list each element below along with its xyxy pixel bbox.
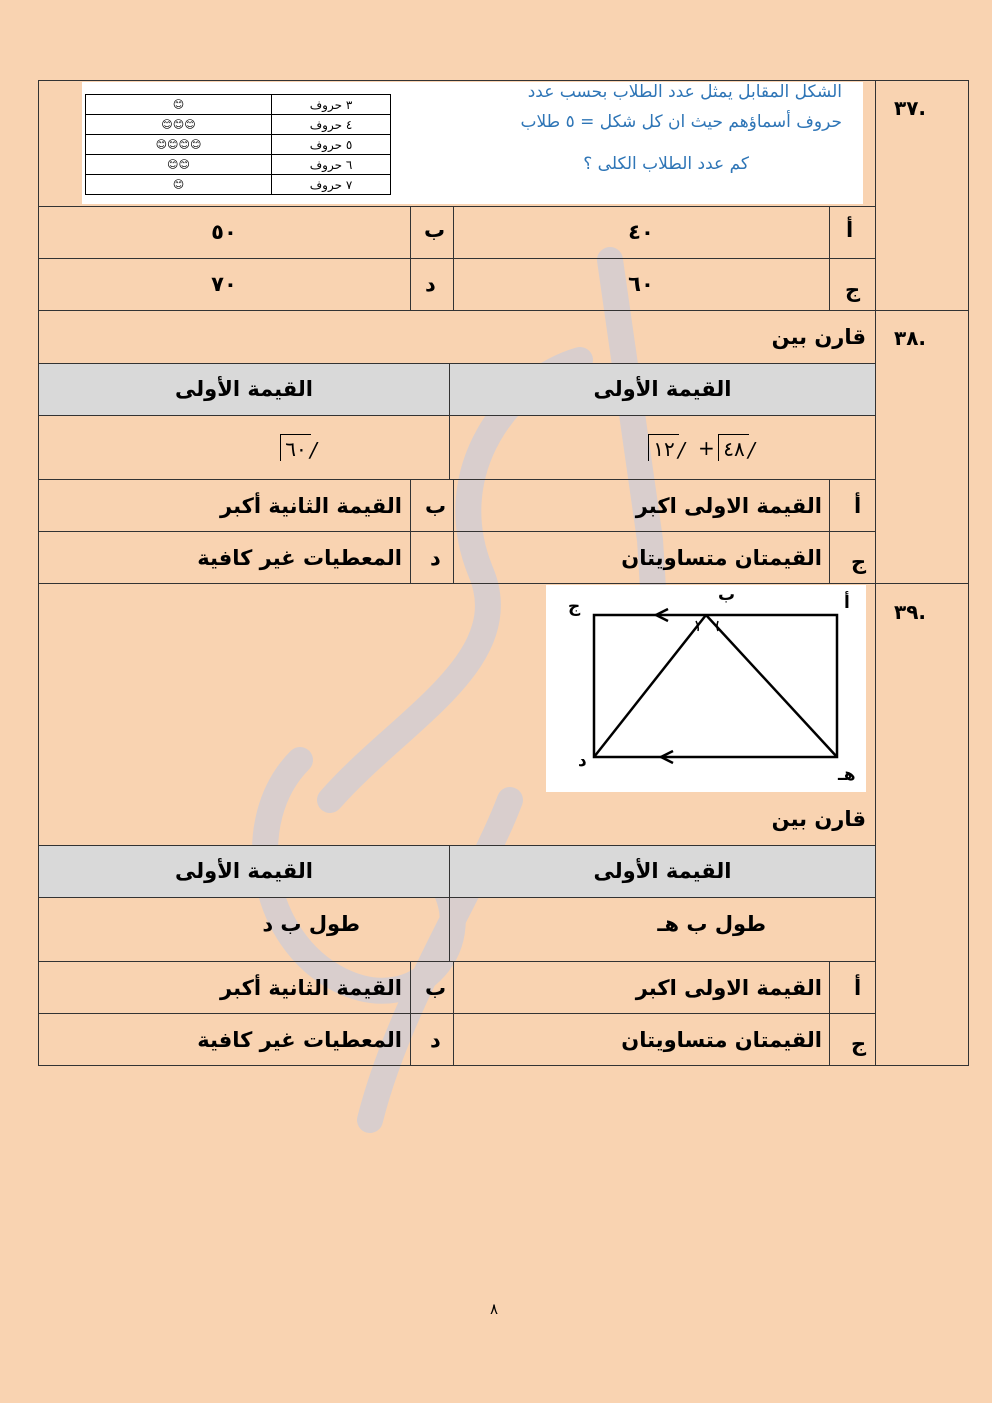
q38-header-left: القيمة الأولى bbox=[175, 377, 313, 401]
q37-choice-c-letter: ج bbox=[845, 278, 861, 302]
label-a: أ bbox=[844, 593, 850, 613]
table-row bbox=[86, 115, 391, 135]
q37-choice-d-letter: د bbox=[425, 272, 436, 296]
label-b: ب bbox=[718, 585, 736, 605]
q39-choice-a-letter: أ bbox=[854, 976, 862, 1000]
q39-header-left: القيمة الأولى bbox=[175, 859, 313, 883]
row-label: ٥ حروف bbox=[272, 135, 391, 155]
label-d: د bbox=[578, 751, 587, 771]
rectangle-triangle-diagram bbox=[546, 585, 866, 792]
q38-choice-c-text[interactable]: القيمتان متساويتان bbox=[621, 546, 822, 570]
q38-choice-d-text[interactable]: المعطيات غير كافية bbox=[197, 546, 402, 570]
grid-line bbox=[968, 80, 969, 1066]
q39-choice-d-letter: د bbox=[430, 1028, 441, 1052]
q37-choice-b-value[interactable]: ٥٠ bbox=[211, 220, 237, 244]
grid-line bbox=[38, 310, 969, 311]
label-c: ج bbox=[568, 597, 581, 617]
grid-line bbox=[449, 363, 450, 479]
grid-line bbox=[38, 583, 969, 584]
q37-choice-d-value[interactable]: ٧٠ bbox=[211, 272, 237, 296]
q39-figure bbox=[546, 585, 866, 792]
radical-12: ١٢ bbox=[648, 434, 679, 461]
table-row bbox=[86, 135, 391, 155]
grid-line bbox=[453, 479, 454, 583]
grid-line bbox=[410, 961, 411, 1065]
grid-line bbox=[38, 206, 875, 207]
q38-choice-b-letter: ب bbox=[425, 494, 447, 518]
q37-number: .٣٧ bbox=[894, 96, 927, 120]
q38-prompt: قارن بين bbox=[771, 325, 866, 349]
radical-60: ٦٠ bbox=[280, 434, 311, 461]
row-label: ٧ حروف bbox=[272, 175, 391, 195]
grid-line bbox=[829, 479, 830, 583]
label-e: هـ bbox=[838, 765, 856, 785]
smiley-icon: 😊😊😊😊 bbox=[86, 135, 272, 155]
q39-header-right: القيمة الأولى bbox=[593, 859, 732, 883]
grid-line bbox=[453, 206, 454, 310]
grid-line bbox=[38, 845, 875, 846]
grid-line bbox=[38, 1065, 969, 1066]
grid-line bbox=[38, 479, 875, 480]
q39-value-left: طول ب د bbox=[262, 912, 360, 936]
q37-choice-a-letter: أ bbox=[846, 218, 854, 242]
smiley-icon: 😊😊 bbox=[86, 155, 272, 175]
grid-line bbox=[829, 206, 830, 310]
smiley-icon: 😊😊😊 bbox=[86, 115, 272, 135]
smiley-icon: 😊 bbox=[86, 175, 272, 195]
q38-header-right: القيمة الأولى bbox=[593, 377, 732, 401]
q38-choice-a-text[interactable]: القيمة الاولى اكبر bbox=[635, 494, 822, 518]
grid-line bbox=[38, 961, 875, 962]
grid-line bbox=[410, 206, 411, 310]
q38-choice-c-letter: ج bbox=[851, 550, 867, 574]
plus-sign: + bbox=[698, 436, 715, 460]
grid-line bbox=[410, 479, 411, 583]
grid-line bbox=[449, 845, 450, 961]
radical-48: ٤٨ bbox=[718, 434, 749, 461]
q38-choice-a-letter: أ bbox=[854, 494, 862, 518]
grid-line bbox=[38, 363, 875, 364]
q38-choice-b-text[interactable]: القيمة الثانية أكبر bbox=[220, 494, 402, 518]
q38-value-left: ٦٠ / bbox=[278, 434, 338, 464]
q39-number: .٣٩ bbox=[894, 600, 927, 624]
page-number: ٨ bbox=[490, 1300, 499, 1318]
q38-value-right: ١٢ / + ٤٨ / bbox=[640, 434, 770, 464]
q39-value-right: طول ب هـ bbox=[657, 912, 766, 936]
q37-question-line-2: حروف أسماؤهم حيث ان كل شكل = ٥ طلاب bbox=[520, 112, 842, 132]
q39-choice-a-text[interactable]: القيمة الاولى اكبر bbox=[635, 976, 822, 1000]
grid-line bbox=[38, 897, 875, 898]
q39-choice-c-text[interactable]: القيمتان متساويتان bbox=[621, 1028, 822, 1052]
q37-choice-c-value[interactable]: ٦٠ bbox=[628, 272, 654, 296]
grid-line bbox=[38, 1013, 875, 1014]
q39-prompt: قارن بين bbox=[771, 807, 866, 831]
grid-line bbox=[38, 258, 875, 259]
smiley-icon: 😊 bbox=[86, 95, 272, 115]
grid-line bbox=[453, 961, 454, 1065]
grid-line bbox=[38, 531, 875, 532]
row-label: ٣ حروف bbox=[272, 95, 391, 115]
q39-choice-c-letter: ج bbox=[851, 1032, 867, 1056]
grid-line bbox=[38, 80, 969, 81]
q38-choice-d-letter: د bbox=[430, 546, 441, 570]
q39-choice-b-text[interactable]: القيمة الثانية أكبر bbox=[220, 976, 402, 1000]
table-row bbox=[86, 175, 391, 195]
q37-pictograph-table bbox=[85, 94, 391, 195]
q39-choice-d-text[interactable]: المعطيات غير كافية bbox=[197, 1028, 402, 1052]
q37-choice-b-letter: ب bbox=[424, 218, 446, 242]
grid-line bbox=[829, 961, 830, 1065]
q37-choice-a-value[interactable]: ٤٠ bbox=[628, 220, 654, 244]
q37-question-line-1: الشكل المقابل يمثل عدد الطلاب بحسب عدد bbox=[527, 82, 842, 102]
grid-line bbox=[38, 415, 875, 416]
table-row bbox=[86, 155, 391, 175]
q39-choice-b-letter: ب bbox=[425, 976, 447, 1000]
grid-line bbox=[875, 80, 876, 1066]
grid-line bbox=[38, 80, 39, 1066]
table-row bbox=[86, 95, 391, 115]
row-label: ٤ حروف bbox=[272, 115, 391, 135]
q37-question-line-3: كم عدد الطلاب الكلى ؟ bbox=[583, 154, 749, 174]
q38-number: .٣٨ bbox=[894, 326, 927, 350]
row-label: ٦ حروف bbox=[272, 155, 391, 175]
